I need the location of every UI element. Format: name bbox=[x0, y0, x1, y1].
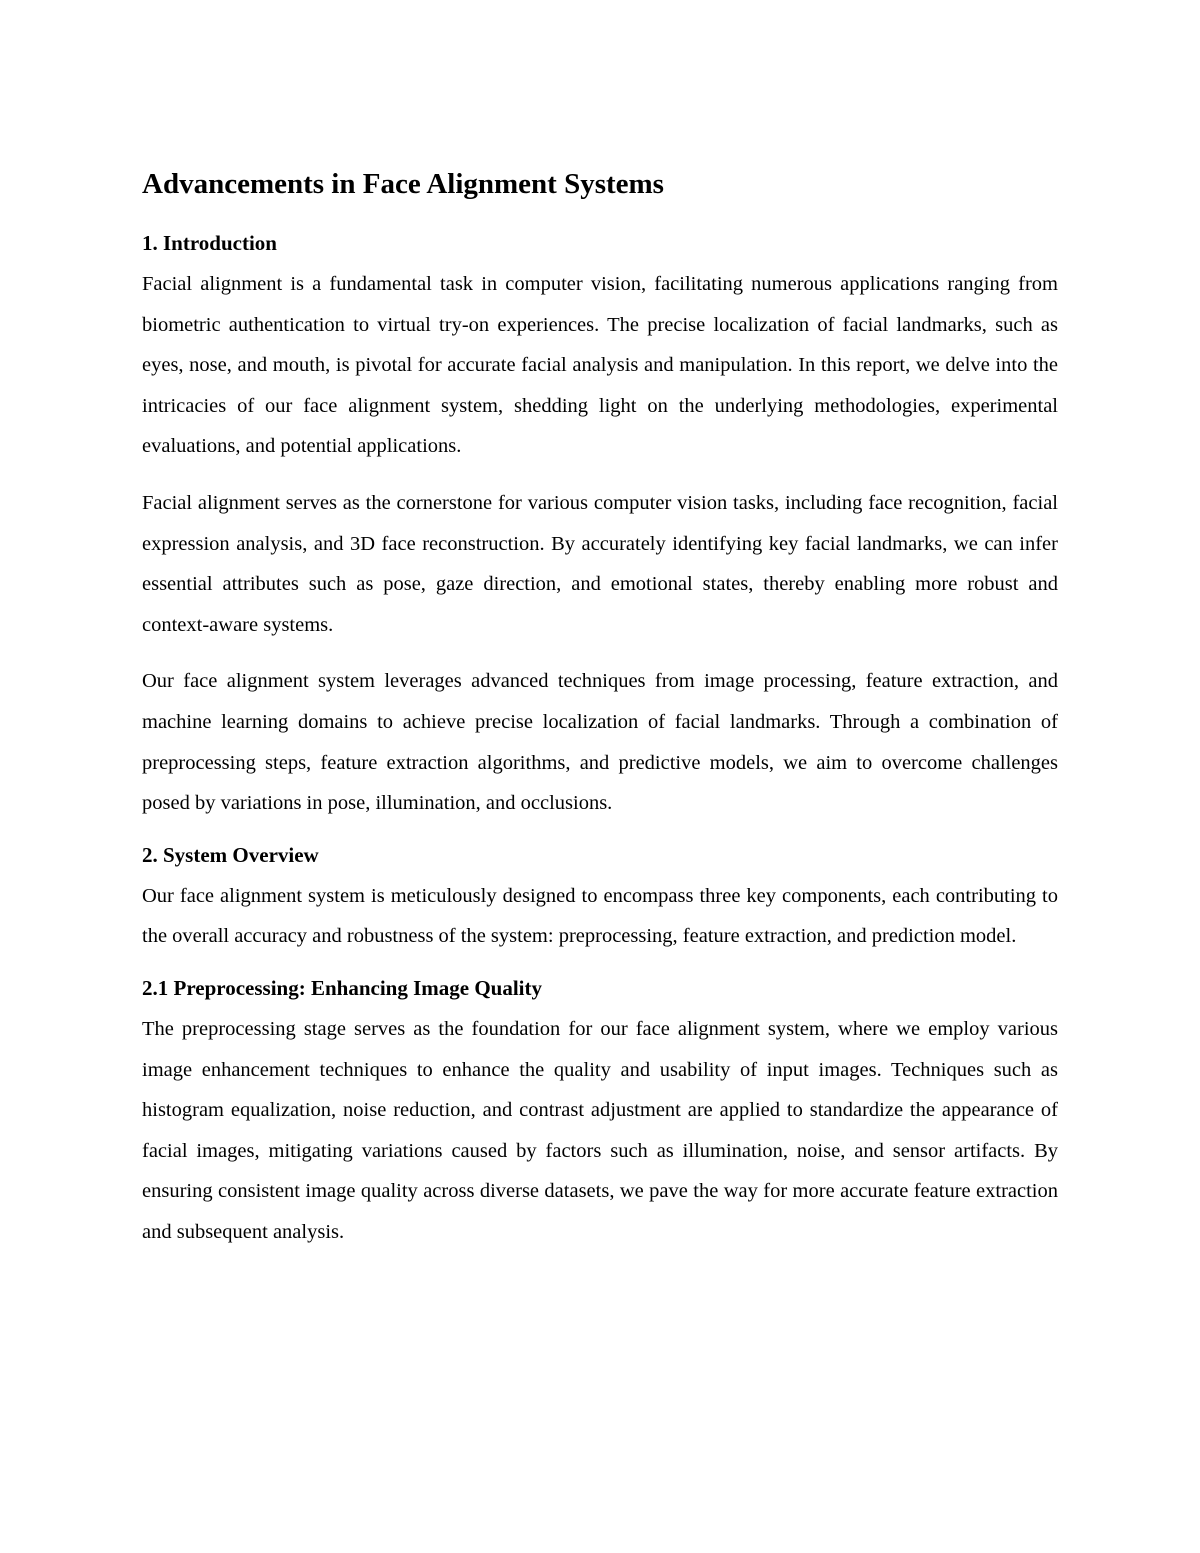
paragraph: Our face alignment system is meticulously designed to encompass three key components, each contributing to the overall accuracy and robustness of the system: preprocessing, feature extraction, and prediction model. bbox=[142, 884, 1058, 948]
subsection-heading: 2.1 Preprocessing: Enhancing Image Quality bbox=[142, 975, 542, 1000]
section-heading: 2. System Overview bbox=[142, 842, 319, 867]
section-preprocessing bbox=[142, 973, 1058, 1253]
paragraph: Facial alignment serves as the cornerstone for various computer vision tasks, including face recognition, facial expression analysis, and 3D face reconstruction. By accurately identifying key facial landmarks, we can infer essential attributes such as pose, gaze direction, and emotional states, thereby enabling more robust and context-aware systems. bbox=[142, 491, 1058, 636]
section-system-overview bbox=[142, 840, 1058, 957]
document-page bbox=[142, 164, 1058, 1252]
section-heading: 1. Introduction bbox=[142, 231, 277, 255]
paragraph: Facial alignment is a fundamental task in computer vision, facilitating numerous applications ranging from biometric authentication to virtual try-on experiences. The precise localization of facial landmarks, such as eyes, nose, and mouth, is pivotal for accurate facial analysis and manipulation. In this report, we delve into the intricacies of our face alignment system, shedding light on the underlying methodologies, experimental evaluations, and potential applications. bbox=[142, 273, 1058, 458]
document-title: Advancements in Face Alignment Systems bbox=[142, 168, 664, 200]
paragraph: Our face alignment system leverages advanced techniques from image processing, feature extraction, and machine learning domains to achieve precise localization of facial landmarks. Through a combination of preprocessing steps, feature extraction algorithms, and predictive models, we aim to overcome challenges posed by variations in pose, illumination, and occlusions. bbox=[142, 670, 1058, 815]
paragraph: The preprocessing stage serves as the foundation for our face alignment system, where we employ various image enhancement techniques to enhance the quality and usability of input images. Techniques such as histogram equalization, noise reduction, and contrast adjustment are applied to standardize the appearance of facial images, mitigating variations caused by factors such as illumination, noise, and sensor artifacts. By ensuring consistent image quality across diverse datasets, we pave the way for more accurate feature extraction and subsequent analysis. bbox=[142, 1017, 1058, 1243]
section-introduction bbox=[142, 228, 1058, 824]
